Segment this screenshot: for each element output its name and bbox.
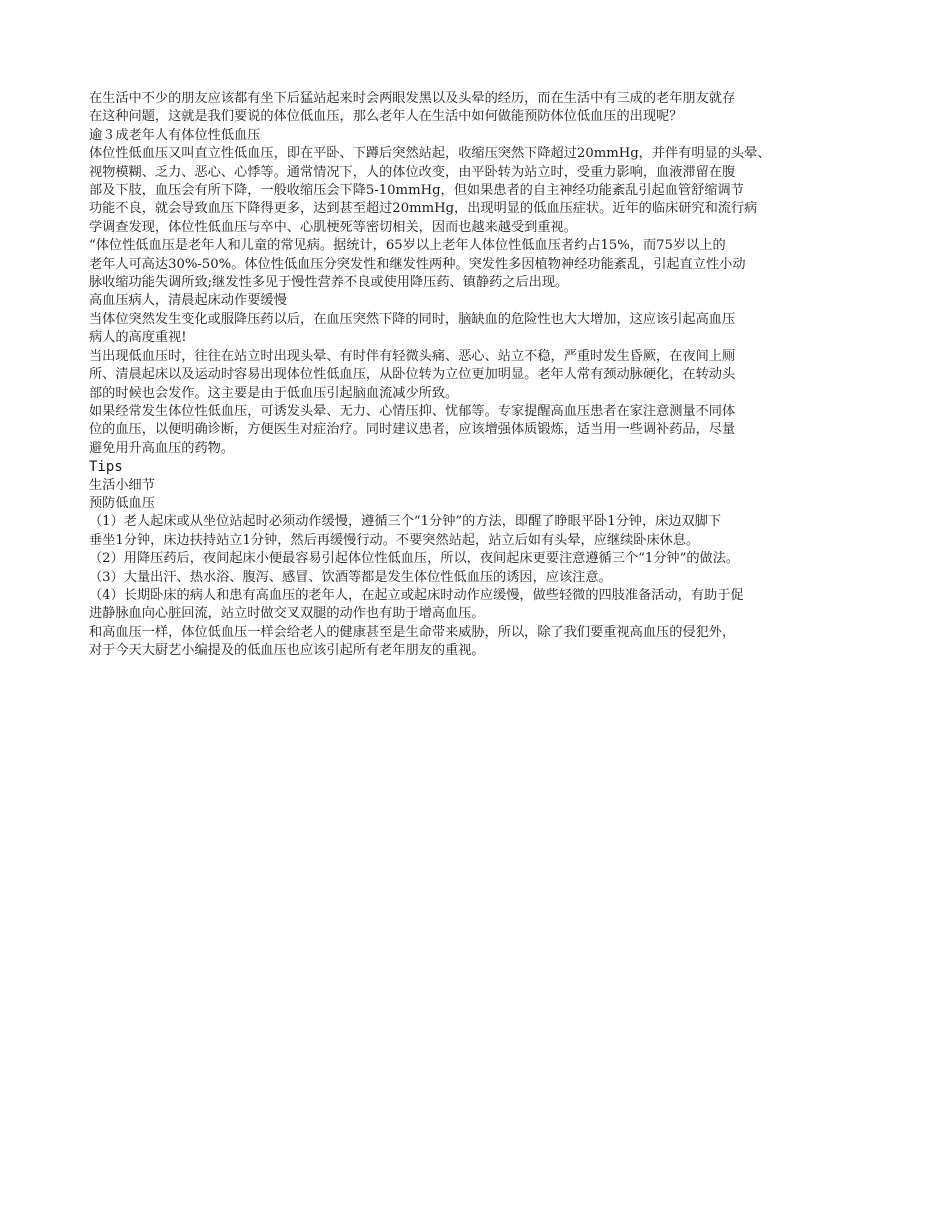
text-line: 垂坐1分钟，床边扶持站立1分钟，然后再缓慢行动。不要突然站起，站立后如有头晕，应继续卧床休息。	[89, 532, 700, 548]
text-line: （3）大量出汗、热水浴、腹泻、感冒、饮酒等都是发生体位性低血压的诱因，应该注意。	[89, 569, 612, 585]
subheading: 预防低血压	[89, 495, 155, 511]
text-line: 部及下肢，血压会有所下降，一般收缩压会下降5-10mmHg，但如果患者的自主神经功能紊乱引起血管舒缩调节	[89, 183, 744, 199]
text-line: 当体位突然发生变化或服降压药以后，在血压突然下降的同时，脑缺血的危险性也大大增加，这应该引起高血压	[89, 311, 736, 327]
paragraph	[89, 403, 879, 458]
conclusion-paragraph	[89, 624, 879, 661]
text-line: 功能不良，就会导致血压下降得更多，达到甚至超过20mmHg，出现明显的低血压症状。近年的临床研究和流行病	[89, 201, 758, 217]
text-line: 病人的高度重视!	[89, 330, 187, 346]
text-line: “体位性低血压是老年人和儿童的常见病。据统计，65岁以上老年人体位性低血压者约占15%，而75岁以上的	[89, 238, 726, 254]
tip-item	[89, 587, 879, 624]
tips-label: Tips	[89, 459, 123, 476]
text-line: 体位性低血压又叫直立性低血压，即在平卧、下蹲后突然站起，收缩压突然下降超过20mmHg，并伴有明显的头晕、	[89, 146, 771, 162]
paragraph	[89, 237, 879, 292]
text-line: 部的时候也会发作。这主要是由于低血压引起脑血流减少所致。	[89, 385, 459, 401]
text-line: 所、清晨起床以及运动时容易出现体位性低血压，从卧位转为立位更加明显。老年人常有颈动脉硬化，在转动头	[89, 367, 736, 383]
text-line: 在生活中不少的朋友应该都有坐下后猛站起来时会两眼发黑以及头晕的经历，而在生活中有三成的老年朋友就存	[89, 91, 736, 106]
text-line: 和高血压一样，体位低血压一样会给老人的健康甚至是生命带来威胁，所以，除了我们要重视高血压的侵犯外，	[89, 624, 736, 640]
text-line: 脉收缩功能失调所致;继发性多见于慢性营养不良或使用降压药、镇静药之后出现。	[89, 275, 569, 291]
article-body	[89, 90, 879, 661]
paragraph	[89, 348, 879, 403]
text-line: 在这种问题，这就是我们要说的体位低血压，那么老年人在生活中如何做能预防体位低血压的出现呢？	[89, 109, 683, 125]
tip-item	[89, 550, 879, 568]
text-line: 避免用升高血压的药物。	[89, 440, 235, 456]
text-line: 学调查发现，体位性低血压与卒中、心肌梗死等密切相关，因而也越来越受到重视。	[89, 219, 577, 235]
paragraph	[89, 311, 879, 348]
section-heading: 逾３成老年人有体位性低血压	[89, 127, 261, 143]
text-line: （2）用降压药后，夜间起床小便最容易引起体位性低血压，所以，夜间起床更要注意遵循三个“1分钟”的做法。	[89, 551, 740, 567]
tip-item	[89, 513, 879, 550]
text-line: 如果经常发生体位性低血压，可诱发头晕、无力、心情压抑、忧郁等。专家提醒高血压患者在家注意测量不同体	[89, 403, 736, 419]
paragraph	[89, 145, 879, 237]
text-line: 当出现低血压时，往往在站立时出现头晕、有时伴有轻微头痛、恶心、站立不稳，严重时发生昏厥，在夜间上厕	[89, 348, 736, 364]
text-line: 进静脉血向心脏回流，站立时做交叉双腿的动作也有助于增高血压。	[89, 606, 485, 622]
text-line: 位的血压，以便明确诊断，方便医生对症治疗。同时建议患者，应该增强体质锻炼，适当用一些调补药品，尽量	[89, 422, 736, 438]
intro-paragraph	[89, 90, 879, 127]
text-line: 老年人可高达30%-50%。体位性低血压分突发性和继发性两种。突发性多因植物神经功能紊乱，引起直立性小动	[89, 256, 746, 272]
text-line: （1）老人起床或从坐位站起时必须动作缓慢，遵循三个“1分钟”的方法，即醒了睁眼平卧1分钟，床边双脚下	[89, 514, 722, 530]
tip-item	[89, 569, 879, 587]
text-line: （4）长期卧床的病人和患有高血压的老年人，在起立或起床时动作应缓慢，做些轻微的四肢准备活动，有助于促	[89, 587, 744, 603]
section-heading: 高血压病人，清晨起床动作要缓慢	[89, 293, 287, 309]
text-line: 对于今天大厨艺小编提及的低血压也应该引起所有老年朋友的重视。	[89, 643, 485, 659]
text-line: 视物模糊、乏力、恶心、心悸等。通常情况下，人的体位改变，由平卧转为站立时，受重力影响，血液滞留在腹	[89, 164, 736, 180]
subheading: 生活小细节	[89, 477, 155, 493]
